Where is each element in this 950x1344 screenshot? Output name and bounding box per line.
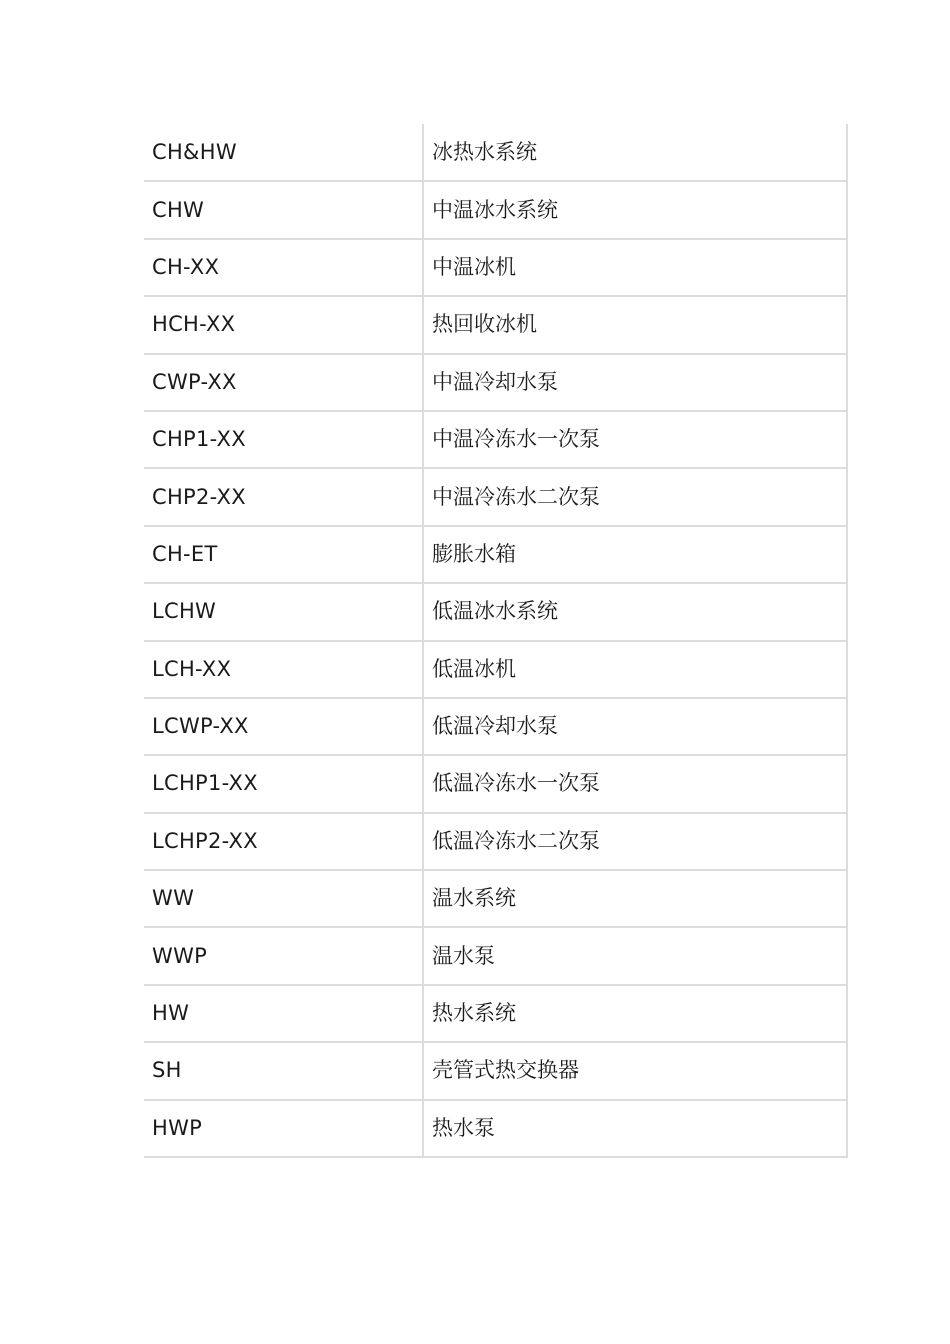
table-row [144,526,847,583]
table-row [144,1042,847,1099]
code-cell: CHP1-XX [144,411,423,468]
table-row [144,296,847,353]
code-cell: CH-XX [144,239,423,296]
code-cell: CHP2-XX [144,468,423,525]
description-cell: 冰热水系统 [423,124,847,181]
table-row [144,181,847,238]
description-cell: 低温冰机 [423,641,847,698]
code-cell: LCWP-XX [144,698,423,755]
description-cell: 膨胀水箱 [423,526,847,583]
description-cell: 低温冷却水泵 [423,698,847,755]
table-row [144,985,847,1042]
table-row [144,354,847,411]
description-cell: 壳管式热交换器 [423,1042,847,1099]
code-cell: HCH-XX [144,296,423,353]
description-cell: 热水系统 [423,985,847,1042]
table-row [144,813,847,870]
code-cell: CH-ET [144,526,423,583]
table-row [144,870,847,927]
code-cell: LCHP1-XX [144,755,423,812]
description-cell: 温水系统 [423,870,847,927]
code-cell: CH&HW [144,124,423,181]
description-cell: 中温冷冻水一次泵 [423,411,847,468]
description-cell: 低温冰水系统 [423,583,847,640]
code-cell: HW [144,985,423,1042]
code-cell: HWP [144,1100,423,1157]
description-cell: 中温冷却水泵 [423,354,847,411]
table-row [144,927,847,984]
code-cell: SH [144,1042,423,1099]
table-row [144,468,847,525]
table-row [144,239,847,296]
code-cell: LCHW [144,583,423,640]
description-cell: 低温冷冻水一次泵 [423,755,847,812]
description-cell: 中温冰水系统 [423,181,847,238]
code-cell: CWP-XX [144,354,423,411]
table-row [144,411,847,468]
code-cell: WWP [144,927,423,984]
description-cell: 热水泵 [423,1100,847,1157]
description-cell: 热回收冰机 [423,296,847,353]
abbreviation-table-body [144,124,847,1157]
table-row [144,641,847,698]
code-cell: WW [144,870,423,927]
table-row [144,1100,847,1157]
code-cell: LCHP2-XX [144,813,423,870]
description-cell: 中温冷冻水二次泵 [423,468,847,525]
code-cell: LCH-XX [144,641,423,698]
table-row [144,698,847,755]
description-cell: 低温冷冻水二次泵 [423,813,847,870]
table-row [144,124,847,181]
description-cell: 中温冰机 [423,239,847,296]
abbreviation-table [144,124,848,1158]
table-row [144,583,847,640]
code-cell: CHW [144,181,423,238]
description-cell: 温水泵 [423,927,847,984]
table-row [144,755,847,812]
